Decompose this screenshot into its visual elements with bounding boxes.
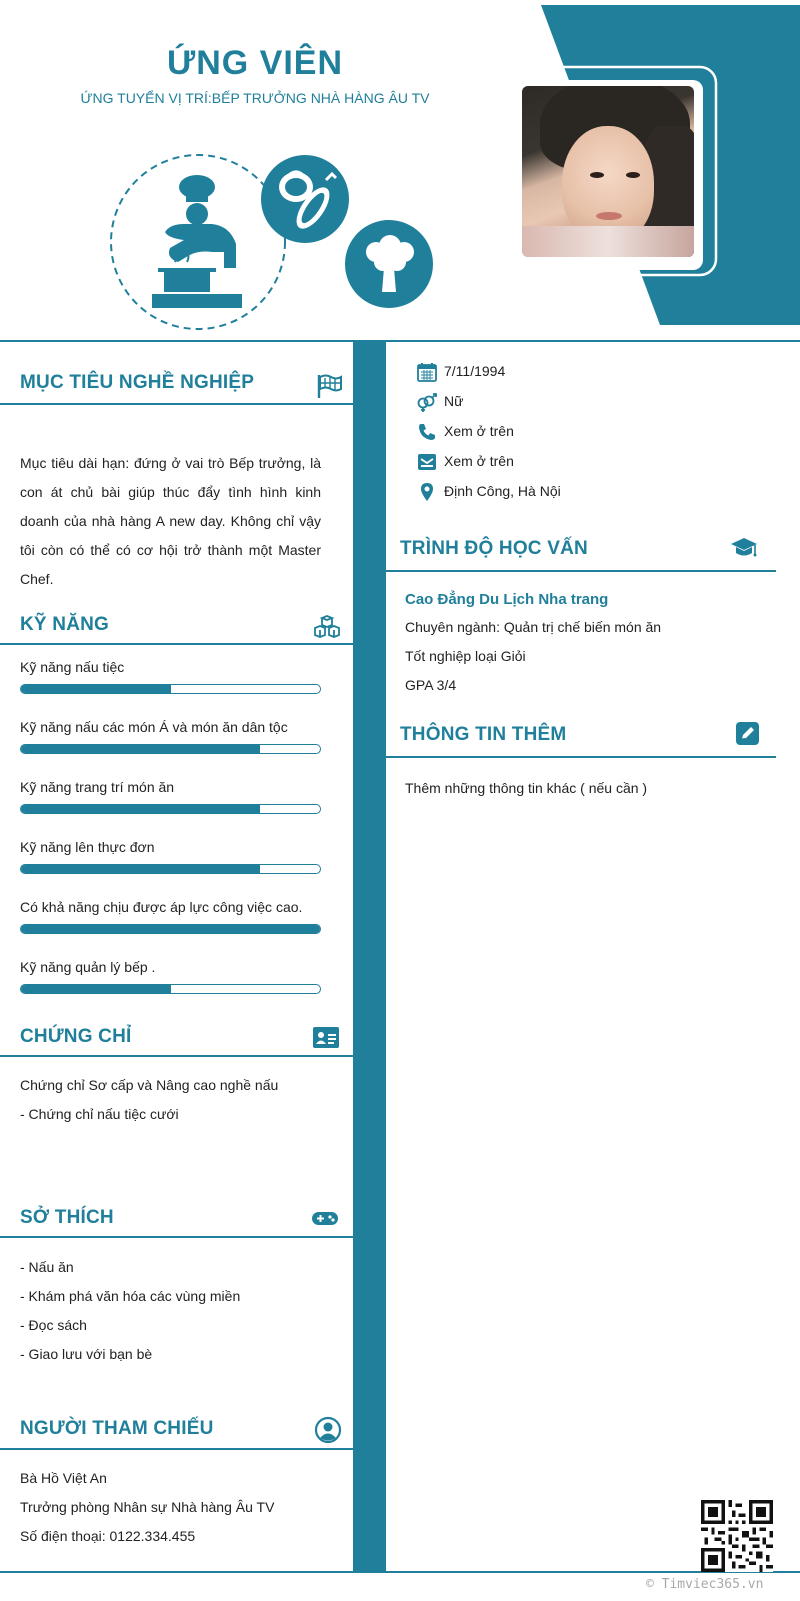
skill-bar bbox=[20, 864, 321, 874]
phone-icon bbox=[416, 421, 438, 443]
skill-label: Kỹ năng quản lý bếp . bbox=[20, 959, 156, 975]
skill-fill bbox=[21, 985, 171, 993]
qr-code bbox=[701, 1500, 773, 1572]
section-title-hobbies: SỞ THÍCH bbox=[20, 1207, 114, 1228]
user-circle-icon bbox=[314, 1416, 342, 1444]
reference-title: Trưởng phòng Nhân sự Nhà hàng Âu TV bbox=[20, 1499, 275, 1515]
skill-fill bbox=[21, 745, 260, 753]
email-text: Xem ở trên bbox=[444, 453, 514, 469]
skill-fill bbox=[21, 685, 171, 693]
skill-label: Kỹ năng nấu các món Á và món ăn dân tộc bbox=[20, 719, 288, 735]
map-marker-icon bbox=[416, 481, 438, 503]
cubes-icon bbox=[313, 614, 341, 642]
hobby-item: - Đọc sách bbox=[20, 1317, 87, 1333]
vegetables-illustration bbox=[261, 155, 349, 243]
skill-bar bbox=[20, 984, 321, 994]
broccoli-illustration bbox=[345, 220, 433, 308]
skill-bar bbox=[20, 804, 321, 814]
flag-icon bbox=[316, 372, 344, 400]
education-major: Chuyên ngành: Quản trị chế biến món ăn bbox=[405, 619, 662, 635]
hobby-item: - Khám phá văn hóa các vùng miền bbox=[20, 1288, 241, 1304]
objective-text: Mục tiêu dài hạn: đứng ở vai trò Bếp trưởng, là con át chủ bài giúp thúc đẩy tình hình kinh doanh của nhà hàng A new day. Không chỉ vậy tôi còn có thể có cơ hội trở thành một Master Chef. bbox=[20, 455, 321, 587]
section-title-references: NGƯỜI THAM CHIẾU bbox=[20, 1418, 214, 1439]
gender-text: Nữ bbox=[444, 393, 464, 409]
section-title-skills: KỸ NĂNG bbox=[20, 614, 110, 635]
hobby-item: - Giao lưu với bạn bè bbox=[20, 1346, 153, 1362]
reference-name: Bà Hồ Việt An bbox=[20, 1470, 107, 1486]
skill-bar bbox=[20, 684, 321, 694]
calendar-icon bbox=[416, 361, 438, 383]
edit-icon bbox=[734, 720, 762, 748]
watermark: © Timviec365.vn bbox=[646, 1577, 764, 1592]
skill-bar bbox=[20, 744, 321, 754]
gamepad-icon bbox=[311, 1204, 339, 1232]
address-text: Định Công, Hà Nội bbox=[444, 483, 561, 499]
section-title-certificates: CHỨNG CHỈ bbox=[20, 1026, 132, 1047]
skill-label: Kỹ năng nấu tiệc bbox=[20, 659, 125, 675]
hobby-item: - Nấu ăn bbox=[20, 1259, 74, 1275]
section-title-objective: MỤC TIÊU NGHỀ NGHIỆP bbox=[20, 372, 255, 393]
applied-position: ỨNG TUYỂN VỊ TRÍ:BẾP TRƯỞNG NHÀ HÀNG ÂU TV bbox=[80, 90, 430, 106]
footer-divider bbox=[0, 1571, 800, 1573]
candidate-name: ỨNG VIÊN bbox=[166, 44, 343, 82]
graduation-cap-icon bbox=[730, 534, 758, 562]
skill-label: Có khả năng chịu được áp lực công việc cao. bbox=[20, 899, 303, 915]
section-title-education: TRÌNH ĐỘ HỌC VẤN bbox=[400, 538, 588, 559]
certificate-item: - Chứng chỉ nấu tiệc cưới bbox=[20, 1106, 179, 1122]
education-school: Cao Đẳng Du Lịch Nha trang bbox=[405, 591, 609, 608]
id-card-icon bbox=[312, 1024, 340, 1052]
phone-text: Xem ở trên bbox=[444, 423, 514, 439]
extra-text: Thêm những thông tin khác ( nếu cần ) bbox=[405, 780, 648, 796]
email-icon bbox=[416, 451, 438, 473]
gender-icon bbox=[416, 391, 438, 413]
skill-fill bbox=[21, 865, 260, 873]
chef-illustration bbox=[111, 155, 285, 329]
section-title-extra: THÔNG TIN THÊM bbox=[400, 724, 567, 745]
skill-label: Kỹ năng trang trí món ăn bbox=[20, 779, 175, 795]
skill-label: Kỹ năng lên thực đơn bbox=[20, 839, 155, 855]
education-gpa: GPA 3/4 bbox=[405, 677, 457, 693]
header-divider bbox=[0, 340, 800, 342]
reference-phone: Số điện thoại: 0122.334.455 bbox=[20, 1528, 196, 1544]
profile-photo bbox=[522, 86, 694, 257]
skill-fill bbox=[21, 805, 260, 813]
certificate-item: Chứng chỉ Sơ cấp và Nâng cao nghề nấu bbox=[20, 1077, 279, 1093]
skill-bar bbox=[20, 924, 321, 934]
center-bar bbox=[353, 342, 386, 1573]
skill-fill bbox=[21, 925, 320, 933]
birthday-text: 7/11/1994 bbox=[444, 363, 506, 379]
education-grade: Tốt nghiệp loại Giỏi bbox=[405, 648, 526, 664]
